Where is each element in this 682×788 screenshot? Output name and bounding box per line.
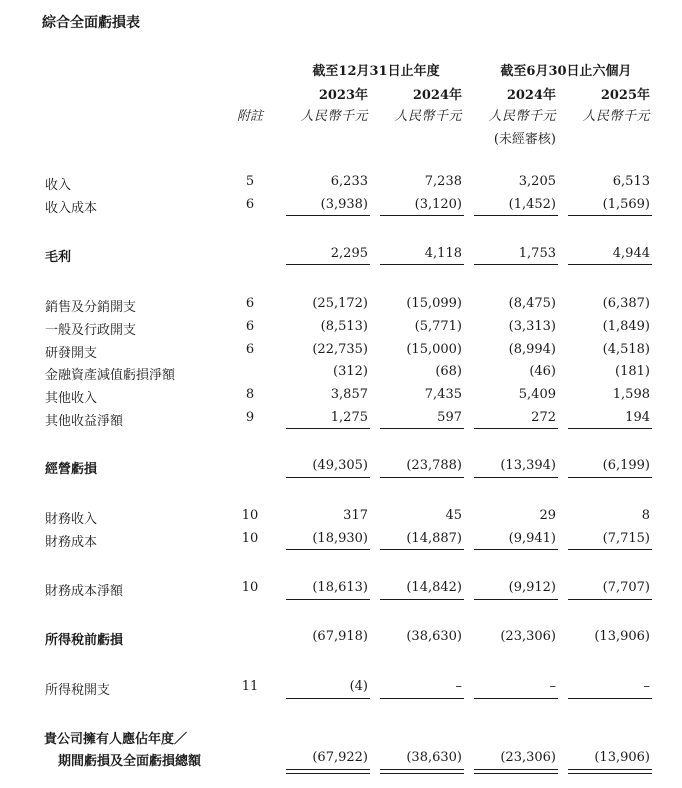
- total-label-line2: 期間虧損及全面虧損總額: [58, 754, 202, 769]
- cell-2024: (68): [435, 364, 462, 379]
- cell-2024-h1: 29: [539, 508, 556, 523]
- currency-header-2: 人民幣千元: [394, 109, 462, 124]
- cell-2023: (3,938): [320, 197, 368, 212]
- cell-2024-h1: (9,941): [508, 531, 556, 546]
- subtotal-rule: [380, 428, 464, 429]
- cell-2025-h1: 6,513: [612, 174, 650, 189]
- subtotal-rule: [286, 599, 370, 600]
- row-label: 銷售及分銷開支: [45, 300, 137, 315]
- cell-2024: (14,842): [406, 580, 462, 595]
- unaudited-label: (未經審核): [493, 132, 556, 147]
- cell-2024: (14,887): [406, 531, 462, 546]
- cell-2024: –: [455, 679, 462, 694]
- cell-2025-h1: (7,707): [602, 580, 650, 595]
- subtotal-rule: [474, 428, 558, 429]
- row-label: 財務收入: [45, 512, 98, 527]
- subtotal-rule: [474, 698, 558, 699]
- cell-2025-h1: (13,906): [594, 629, 650, 644]
- subtotal-rule: [286, 698, 370, 699]
- year-header-4: 2025年: [600, 88, 650, 103]
- cell-2025-h1: 8: [641, 508, 650, 523]
- cell-2024: 7,238: [424, 174, 462, 189]
- cell-2024-h1: (23,306): [500, 750, 556, 765]
- year-header-3: 2024年: [506, 88, 556, 103]
- cell-2025-h1: (6,387): [602, 296, 650, 311]
- cell-2023: 1,275: [330, 410, 368, 425]
- cell-2024-h1: 272: [531, 410, 556, 425]
- cell-2024: (23,788): [406, 458, 462, 473]
- cell-2023: (4): [349, 679, 368, 694]
- cell-2024-h1: (23,306): [500, 629, 556, 644]
- row-note: 8: [245, 387, 255, 402]
- subtotal-rule: [474, 477, 558, 478]
- cell-2023: (49,305): [312, 458, 368, 473]
- row-note: 6: [245, 342, 255, 357]
- subtotal-rule: [474, 264, 558, 265]
- subtotal-rule: [568, 477, 652, 478]
- cell-2025-h1: (6,199): [602, 458, 650, 473]
- cell-2023: 3,857: [330, 387, 368, 402]
- row-note: 10: [241, 580, 259, 595]
- cell-2024: (15,000): [406, 342, 462, 357]
- cell-2024: 4,118: [424, 246, 462, 261]
- cell-2024-h1: (1,452): [508, 197, 556, 212]
- currency-header-3: 人民幣千元: [488, 109, 556, 124]
- subtotal-rule: [568, 215, 652, 216]
- row-label: 收入成本: [45, 201, 98, 216]
- cell-2024: 597: [437, 410, 462, 425]
- currency-header-4: 人民幣千元: [582, 109, 650, 124]
- cell-2024-h1: (9,912): [508, 580, 556, 595]
- cell-2023: (67,918): [312, 629, 368, 644]
- cell-2025-h1: (4,518): [602, 342, 650, 357]
- cell-2025-h1: 194: [625, 410, 650, 425]
- cell-2024: (3,120): [414, 197, 462, 212]
- row-label: 毛利: [45, 250, 72, 265]
- cell-2023: (18,930): [312, 531, 368, 546]
- row-label: 財務成本: [45, 535, 98, 550]
- cell-2023: (22,735): [312, 342, 368, 357]
- row-note: 6: [245, 319, 255, 334]
- cell-2025-h1: (1,569): [602, 197, 650, 212]
- total-double-rule: [380, 769, 464, 774]
- cell-2023: 6,233: [330, 174, 368, 189]
- cell-2024-h1: (13,394): [500, 458, 556, 473]
- row-note: 9: [245, 410, 255, 425]
- year-header-2: 2024年: [412, 88, 462, 103]
- row-label: 財務成本淨額: [45, 584, 124, 599]
- statement-title: 綜合全面虧損表: [42, 15, 140, 31]
- subtotal-rule: [474, 215, 558, 216]
- cell-2023: 317: [343, 508, 368, 523]
- cell-2024: 7,435: [424, 387, 462, 402]
- period-group-interim: 截至6月30日止六個月: [500, 64, 632, 79]
- cell-2024: 45: [445, 508, 462, 523]
- period-group-annual: 截至12月31日止年度: [312, 64, 440, 79]
- row-label: 所得稅開支: [45, 683, 111, 698]
- subtotal-rule: [380, 599, 464, 600]
- row-label: 金融資產減值虧損淨額: [45, 368, 176, 383]
- cell-2023: (18,613): [312, 580, 368, 595]
- currency-header-1: 人民幣千元: [300, 109, 368, 124]
- cell-2025-h1: (1,849): [602, 319, 650, 334]
- cell-2024-h1: (3,313): [508, 319, 556, 334]
- subtotal-rule: [568, 599, 652, 600]
- note-column-header: 附註: [236, 109, 263, 124]
- total-label-line1: 貴公司擁有人應佔年度／: [44, 732, 188, 747]
- subtotal-rule: [568, 428, 652, 429]
- cell-2024: (15,099): [406, 296, 462, 311]
- subtotal-rule: [568, 549, 652, 550]
- cell-2024: (38,630): [406, 629, 462, 644]
- row-label: 其他收益淨額: [45, 414, 124, 429]
- total-double-rule: [474, 769, 558, 774]
- row-note: 6: [245, 296, 255, 311]
- cell-2025-h1: 1,598: [612, 387, 650, 402]
- subtotal-rule: [380, 264, 464, 265]
- cell-2023: (67,922): [312, 750, 368, 765]
- subtotal-rule: [380, 698, 464, 699]
- subtotal-rule: [568, 264, 652, 265]
- cell-2024-h1: 5,409: [518, 387, 556, 402]
- cell-2023: (25,172): [312, 296, 368, 311]
- cell-2024-h1: 1,753: [518, 246, 556, 261]
- cell-2024-h1: (8,475): [508, 296, 556, 311]
- row-note: 6: [245, 197, 255, 212]
- row-label: 經營虧損: [45, 462, 98, 477]
- total-double-rule: [568, 769, 652, 774]
- subtotal-rule: [380, 477, 464, 478]
- cell-2025-h1: (181): [615, 364, 650, 379]
- subtotal-rule: [380, 549, 464, 550]
- year-header-1: 2023年: [318, 88, 368, 103]
- subtotal-rule: [380, 215, 464, 216]
- subtotal-rule: [474, 549, 558, 550]
- cell-2023: (8,513): [320, 319, 368, 334]
- row-note: 10: [241, 508, 259, 523]
- subtotal-rule: [474, 599, 558, 600]
- subtotal-rule: [568, 698, 652, 699]
- cell-2025-h1: (13,906): [594, 750, 650, 765]
- cell-2025-h1: (7,715): [602, 531, 650, 546]
- row-label: 研發開支: [45, 346, 98, 361]
- subtotal-rule: [286, 549, 370, 550]
- total-double-rule: [286, 769, 370, 774]
- subtotal-rule: [286, 428, 370, 429]
- row-label: 一般及行政開支: [45, 323, 137, 338]
- cell-2024-h1: –: [549, 679, 556, 694]
- cell-2025-h1: 4,944: [612, 246, 650, 261]
- row-label: 收入: [45, 178, 72, 193]
- cell-2024: (38,630): [406, 750, 462, 765]
- row-label: 所得稅前虧損: [45, 633, 124, 648]
- subtotal-rule: [286, 264, 370, 265]
- subtotal-rule: [286, 215, 370, 216]
- row-note: 11: [241, 679, 259, 694]
- cell-2023: (312): [333, 364, 368, 379]
- row-note: 10: [241, 531, 259, 546]
- cell-2024-h1: 3,205: [518, 174, 556, 189]
- cell-2025-h1: –: [643, 679, 650, 694]
- row-note: 5: [245, 174, 255, 189]
- cell-2024-h1: (8,994): [508, 342, 556, 357]
- subtotal-rule: [286, 477, 370, 478]
- cell-2024-h1: (46): [529, 364, 556, 379]
- cell-2024: (5,771): [414, 319, 462, 334]
- row-label: 其他收入: [45, 391, 98, 406]
- cell-2023: 2,295: [330, 246, 368, 261]
